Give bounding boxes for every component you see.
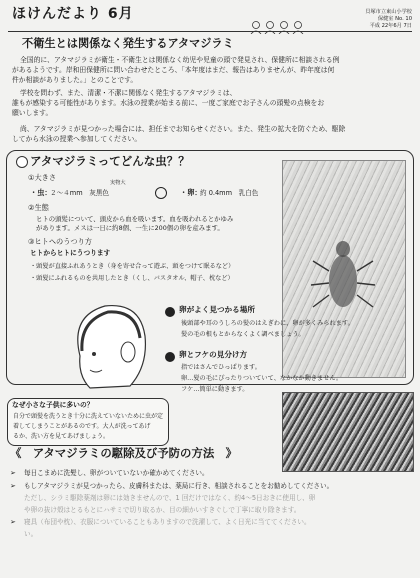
louse-size-label: ・虫： bbox=[30, 188, 52, 197]
ecology-line: ヒトの頭髪について、頭皮から血を吸います。血を吸われるとかゆみ bbox=[36, 215, 234, 223]
callout-line: 自分で頭髪を洗うとき十分に洗えていないために虫が定 bbox=[13, 413, 164, 420]
ecology-line: があります。メスは一日に約8個、一生に200個の卵を産みます。 bbox=[36, 224, 224, 232]
headline: 不衛生とは関係なく発生するアタマジラミ bbox=[22, 37, 234, 50]
transmission-line: ・頭髪が直接ふれあうとき（身を寄せ合って遊ぶ、頭をつけて眠るなど） bbox=[30, 263, 235, 270]
newsletter-title: ほけんだより 6月 bbox=[12, 6, 134, 22]
prevention-line: 寝具（布団や枕）、衣服についていることもありますので洗濯して、よく日光に当ててください。 bbox=[24, 518, 311, 526]
louse-size-value: ２～４mm 灰黒色 bbox=[50, 189, 110, 197]
transmission-lead: ヒトからヒトにうつります bbox=[30, 249, 111, 257]
intro-line: 願いします。 bbox=[12, 109, 53, 117]
egg-location-line: 後頭部や耳のうしろの髪のはえぎわに、卵が多くみられます。 bbox=[181, 320, 354, 327]
intro-line: してから水泳の授業へ参加してください。 bbox=[12, 135, 142, 143]
section-title: アタマジラミってどんな虫？？ bbox=[30, 154, 190, 168]
egg-vs-dandruff-line: フケ…簡単に動きます。 bbox=[181, 386, 249, 393]
prevention-line: 毎日こまめに洗髪し、卵がついていないか確かめてください。 bbox=[24, 469, 209, 477]
egg-vs-dandruff-title: 卵とフケの見分け方 bbox=[179, 350, 248, 359]
egg-location-title: 卵がよく見つかる場所 bbox=[179, 305, 255, 314]
callout-title: なぜ小さな子供に多いの？ bbox=[12, 401, 94, 409]
intro-line: 尚、アタマジラミが見つかった場合には、担任までお知らせください。また、発生の拡大を防ぐため、駆除 bbox=[20, 125, 346, 133]
callout-line: るか、洗い方を見てあげましょう。 bbox=[13, 433, 110, 440]
girl-illustration bbox=[60, 296, 155, 394]
hair-nits-photo bbox=[282, 392, 414, 472]
bullet-icon bbox=[165, 307, 175, 317]
transmission-line: ・頭髪にふれるものを共用したとき（くし、バスタオル、帽子、枕など） bbox=[30, 275, 234, 282]
egg-location-line: 髪の毛の根もとからなくよく調べましょう。 bbox=[181, 331, 305, 338]
subheading-size: ①大きさ bbox=[28, 173, 57, 182]
masthead-divider bbox=[8, 31, 412, 32]
egg-size-label: ・卵： bbox=[180, 188, 202, 197]
prevention-line: や卵の抜け殻はとるもとにハサミで切り取るか、目の細かいすきぐしで丁寧に取り除きます。 bbox=[24, 506, 301, 514]
section-bullet-icon bbox=[16, 156, 28, 168]
issue-number: 保健室 No. 10 bbox=[377, 16, 412, 22]
bullet-icon bbox=[165, 352, 175, 362]
actual-size-note: 実物大 bbox=[110, 180, 126, 186]
prevention-line: ただし、シラミ駆除薬剤は卵には効きませんので、1 回だけではなく、約4～5日おきに使用し、卵 bbox=[24, 494, 316, 502]
subheading-ecology: ②生態 bbox=[28, 203, 49, 212]
intro-line: 学校を問わず、また、清潔・不潔に関係なく発生するアタマジラミは、 bbox=[20, 89, 237, 97]
arrow-bullet-icon: ➢ bbox=[10, 469, 16, 477]
egg-vs-dandruff-line: 卵…髪の毛にぴったりついていて、なかなか動きません。 bbox=[181, 375, 343, 382]
prevention-line: もしアタマジラミが見つかったら、皮膚科または、薬局に行き、相談されることをお勧めしてください。 bbox=[24, 482, 334, 490]
prevention-title: 《 アタマジラミの駆除及び予防の方法 》 bbox=[10, 446, 238, 460]
actual-size-louse-icon bbox=[155, 187, 167, 199]
egg-size-value: 約 0.4mm 乳白色 bbox=[200, 189, 259, 197]
school-name: 貝塚市立東山小学校 bbox=[365, 9, 412, 15]
intro-line: 誰もが感染する可能性があります。水泳の授業が始まる前に、一度ご家庭でお子さんの頭髪の点検をお bbox=[12, 99, 325, 107]
issue-date: 平成 22年6月 7日 bbox=[369, 23, 412, 29]
egg-vs-dandruff-line: 指ではさんでひっぱります。 bbox=[181, 364, 261, 371]
arrow-bullet-icon: ➢ bbox=[10, 482, 16, 490]
prevention-line: い。 bbox=[24, 530, 38, 538]
intro-line: 全国的に、アタマジラミが衛生・不衛生とは関係なく幼児や児童の頭で発見され、保健所に相談される例 bbox=[20, 56, 340, 64]
subheading-transmission: ③ヒトへのうつり方 bbox=[28, 237, 92, 246]
callout-line: 着してしまうことがあるのです。大人が洗ってあげ bbox=[13, 423, 151, 430]
intro-line: 件か相談がありました。」とのことです。 bbox=[12, 76, 138, 84]
intro-line: があるようです。岸和田保健所に問い合わせたところ、「本年度はまだ、報告はありませんが、昨年度は何 bbox=[12, 66, 335, 74]
louse-photo bbox=[282, 160, 406, 378]
arrow-bullet-icon: ➢ bbox=[10, 518, 16, 526]
